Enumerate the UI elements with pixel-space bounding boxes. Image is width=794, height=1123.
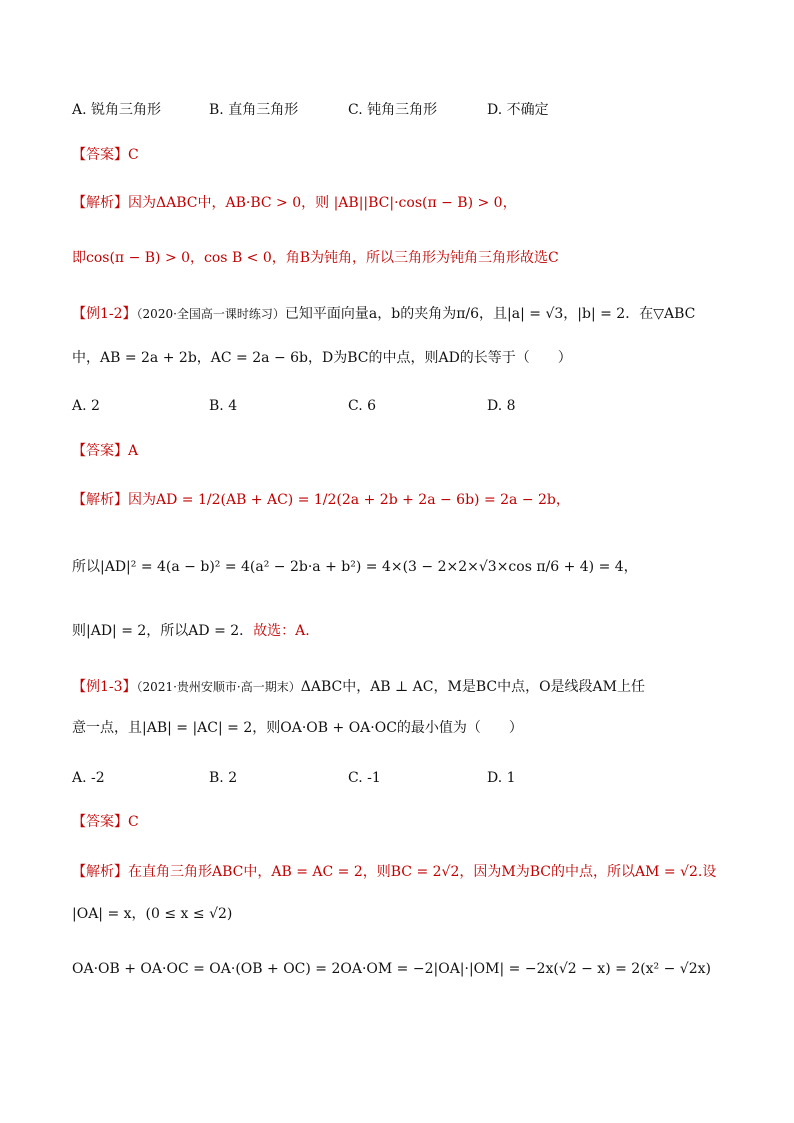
q1-option-b: B. 直角三角形: [209, 102, 299, 118]
example-text: ΔABC中，AB ⊥ AC，M是BC中点，O是线段AM上任: [300, 679, 646, 695]
q3-options: [72, 768, 516, 788]
q2-stem-line2: 中，AB = 2a + 2b，AC = 2a − 6b，D为BC的中点，则AD的长等于（ ）: [72, 350, 572, 366]
q2-options: [72, 396, 516, 416]
q2-option-b: B. 4: [209, 398, 238, 414]
example-source: （2020·全国高一课时练习）: [136, 307, 285, 321]
q3-analysis-line3: OA·OB + OA·OC = OA·(OB + OC) = 2OA·OM = −2|OA|·|OM| = −2x(√2 − x) = 2(x² − √2x): [72, 961, 711, 977]
answer-label: 【答案】: [72, 147, 128, 163]
example-text: 已知平面向量a，b的夹角为π/6，且|a| = √3，|b| = 2．在▽ABC: [284, 306, 696, 322]
answer-label: 【答案】: [72, 443, 128, 459]
analysis-conclusion: 故选：A.: [253, 623, 310, 639]
example-tag: 【例1-2】: [72, 306, 137, 322]
q2-option-c: C. 6: [348, 398, 377, 414]
analysis-text: 在直角三角形ABC中，AB = AC = 2，则BC = 2√2，因为M为BC的中点，所以AM = √2.设: [128, 864, 717, 880]
analysis-label: 【解析】: [72, 864, 128, 880]
q3-stem-line1: [72, 677, 645, 697]
analysis-text: 因为ΔABC中，AB·BC > 0，则 |AB||BC|·cos(π − B) > 0，: [128, 195, 517, 211]
q3-analysis-line2: |OA| = x，(0 ≤ x ≤ √2): [72, 906, 233, 922]
q2-option-a: A. 2: [72, 398, 100, 414]
q1-answer: [72, 145, 139, 165]
q2-analysis-line1: [72, 490, 570, 510]
q1-analysis-line2: 即cos(π − B) > 0，cos B < 0，角B为钝角，所以三角形为钝角三角形故选C: [72, 250, 559, 266]
answer-value: C: [128, 147, 139, 163]
analysis-text: 因为AD = 1/2(AB + AC) = 1/2(2a + 2b + 2a − 6b) = 2a − 2b，: [128, 492, 570, 508]
analysis-label: 【解析】: [72, 195, 128, 211]
q1-analysis-line1: [72, 193, 517, 213]
q3-stem-line2: 意一点，且|AB| = |AC| = 2，则OA·OB + OA·OC的最小值为（ ）: [72, 720, 523, 736]
q3-option-b: B. 2: [209, 770, 238, 786]
answer-value: C: [128, 814, 139, 830]
q2-option-d: D. 8: [487, 398, 516, 414]
q2-analysis-line2: 所以|AD|² = 4(a − b)² = 4(a² − 2b·a + b²) = 4×(3 − 2×2×√3×cos π/6 + 4) = 4，: [72, 559, 638, 575]
q2-analysis-line3: [72, 621, 310, 641]
q3-option-c: C. -1: [348, 770, 381, 786]
analysis-text: 则|AD| = 2，所以AD = 2．: [72, 623, 254, 639]
example-tag: 【例1-3】: [72, 679, 137, 695]
q3-option-a: A. -2: [72, 770, 105, 786]
analysis-label: 【解析】: [72, 492, 128, 508]
answer-value: A: [128, 443, 139, 459]
q1-option-c: C. 钝角三角形: [348, 102, 438, 118]
example-source: （2021·贵州安顺市·高一期末）: [136, 680, 301, 694]
q2-answer: [72, 441, 138, 461]
q3-answer: [72, 812, 139, 832]
q1-option-a: A. 锐角三角形: [72, 102, 162, 118]
q3-analysis-line1: [72, 862, 716, 882]
q1-option-d: D. 不确定: [487, 102, 549, 118]
q1-options: [72, 100, 549, 120]
answer-label: 【答案】: [72, 814, 128, 830]
q3-option-d: D. 1: [487, 770, 516, 786]
q2-stem-line1: [72, 304, 695, 324]
